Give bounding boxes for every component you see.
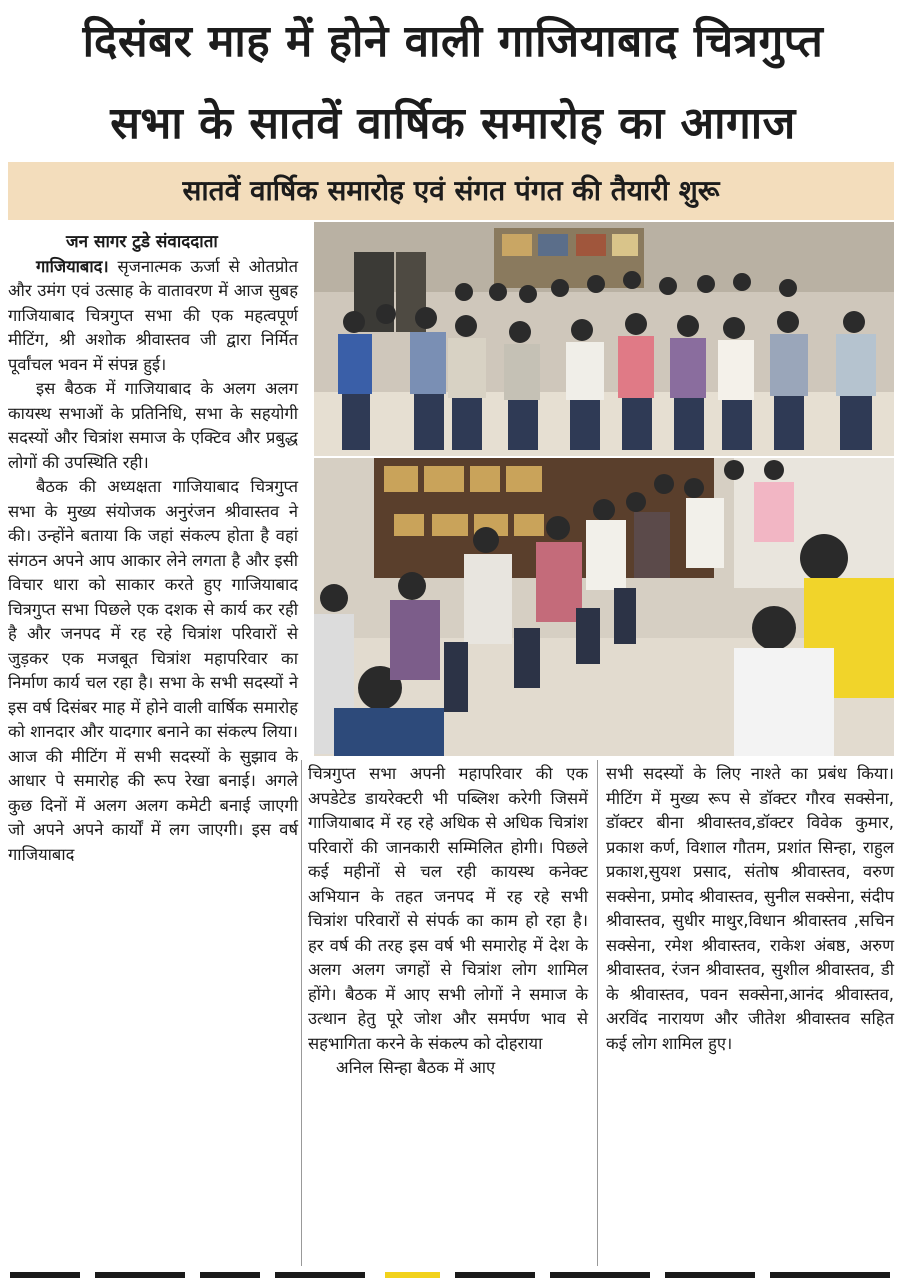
paragraph-2: इस बैठक में गाजियाबाद के अलग अलग कायस्थ सभाओं के प्रतिनिधि, सभा के सहयोगी सदस्यों और चित्रांश समाज के एक्टिव और प्रबुद्ध लोगों की उपस्थिति रही। [8,379,298,472]
bar-segment [10,1272,80,1278]
headline [0,0,906,160]
bar-segment [455,1272,535,1278]
bar-segment-yellow [385,1272,440,1278]
paragraph-5: अनिल सिन्हा बैठक में आए [336,1058,496,1077]
paragraph-4: चित्रगुप्त सभा अपनी महापरिवार की एक अपडेटेड डायरेक्टरी भी पब्लिश करेगी जिसमें गाजियाबाद में रह रहे अधिक से अधिक चित्रांश परिवारों की जानकारी सम्मिलित होगी। पिछले कई महीनों से चल रही कायस्थ कनेक्ट अभियान के तहत जनपद में रह रहे सभी चित्रांश परिवारों से संपर्क का काम हो रहा है। हर वर्ष की तरह इस वर्ष भी समारोह में देश के अलग अलग जगहों से चित्रांश लोग शामिल होंगे। बैठक में आए सभी लोगों ने समाज के उत्थान हेतु पूरे जोश और समर्पण भाव से सहभागिता करने के संकल्प को दोहराया [308,764,588,1053]
bar-segment [665,1272,755,1278]
paragraph-3: बैठक की अध्यक्षता गाजियाबाद चित्रगुप्त सभा के मुख्य संयोजक अनुरंजन श्रीवास्तव ने की। उन्होंने बताया कि जहां संकल्प होता है वहां संगठन अपने आप आकार लेने लगता है और इसी विचार धारा को साकार करते हुए गाजियाबाद चित्रगुप्त सभा पिछले एक दशक से कार्य कर रही है और जनपद में रह रहे चित्रांश परिवारों से जुड़कर एक मजबूत चित्रांश महापरिवार का निर्माण कार्य चल रहा है। सभा के सभी सदस्यों ने इस वर्ष दिसंबर माह में होने वाली वार्षिक समारोह को शानदार और यादगार बनाने का संकल्प लिया। आज की मीटिंग में सभी सदस्यों के सुझाव के आधार पे समारोह की रूप रेखा बनाई। अगले कुछ दिनों में अलग अलग कमेटी बनाई जाएगी जो अपने अपने कार्यों में लग जाएगी। इस वर्ष गाजियाबाद [8,477,298,864]
bar-segment [95,1272,185,1278]
paragraph-1-text: सृजनात्मक ऊर्जा से ओतप्रोत और उमंग एवं उत्साह के वातावरण में आज सुबह गाजियाबाद चित्रगुप्त सभा की एक महत्वपूर्ण मीटिंग, श्री अशोक श्रीवास्तव जी द्वारा निर्मित पूर्वांचल भवन में संपन्न हुई। [8,256,298,374]
byline: जन सागर टुडे संवाददाता [66,232,218,252]
article-column-2 [308,762,588,1272]
column-divider-1 [301,760,302,1266]
subheadline: सातवें वार्षिक समारोह एवं संगत पंगत की तैयारी शुरू [8,162,894,220]
dateline: गाजियाबाद। [36,256,109,276]
headline-line-1: दिसंबर माह में होने वाली गाजियाबाद चित्रगुप्त [82,16,824,67]
article-column-1 [8,230,298,1270]
bottom-decorative-bar [0,1268,906,1280]
bar-segment [770,1272,890,1278]
bar-segment [275,1272,365,1278]
meeting-photo-side-view [314,458,894,756]
group-photo-meeting [314,222,894,456]
bar-segment [550,1272,650,1278]
paragraph-6: सभी सदस्यों के लिए नाश्ते का प्रबंध किया। मीटिंग में मुख्य रूप से डॉक्टर गौरव सक्सेना, डॉक्टर बीना श्रीवास्तव,डॉक्टर विवेक कुमार, प्रकाश कर्ण, विशाल गौतम, प्रशांत सिन्हा, राहुल प्रकाश,सुयश प्रसाद, संतोष श्रीवास्तव, वरुण सक्सेना, प्रमोद श्रीवास्तव, सुनील सक्सेना, संदीप श्रीवास्तव, सुधीर माथुर,विधान श्रीवास्तव ,सचिन सक्सेना, रमेश श्रीवास्तव, राकेश अंबष्ठ, अरुण श्रीवास्तव, रंजन श्रीवास्तव, सुशील श्रीवास्तव, डी के श्रीवास्तव, पवन सक्सेना,आनंद श्रीवास्तव, अरविंद नारायण और जीतेश श्रीवास्तव सहित कई लोग शामिल हुए। [606,764,894,1053]
headline-line-2: सभा के सातवें वार्षिक समारोह का आगाज [110,98,796,149]
column-divider-2 [597,760,598,1266]
paragraph-1 [8,255,298,378]
article-column-3 [606,762,894,1272]
bar-segment [200,1272,260,1278]
